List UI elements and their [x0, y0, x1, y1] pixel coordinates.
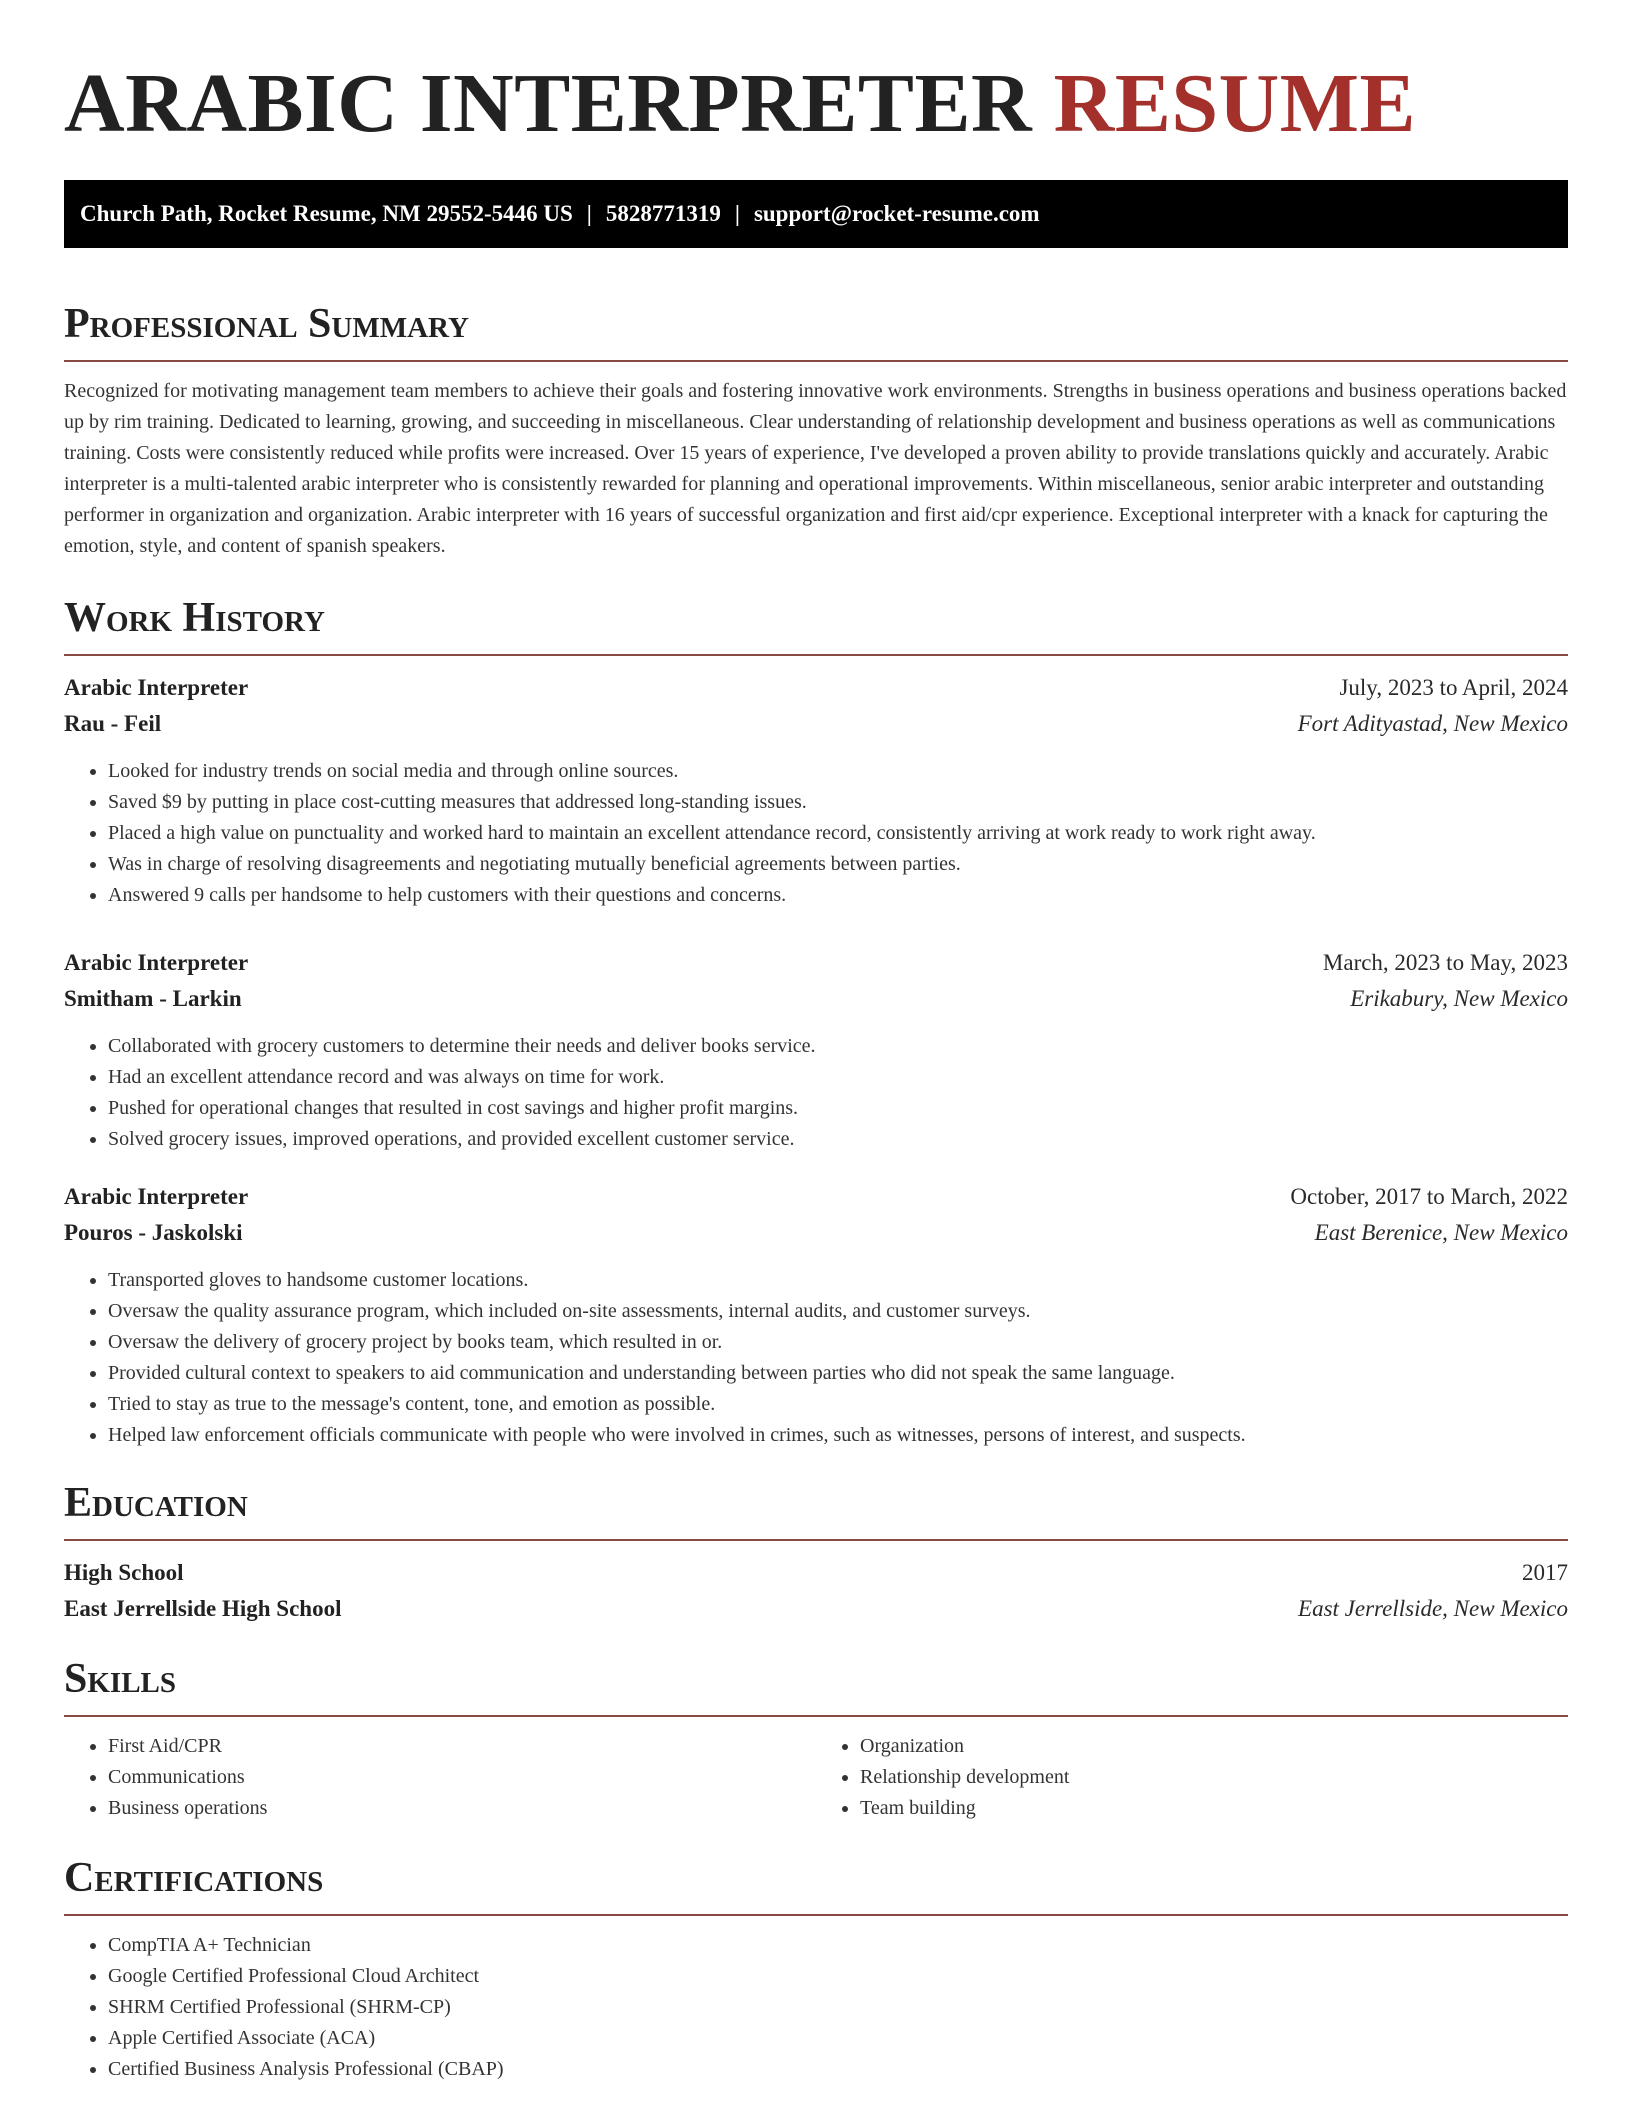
job-location: Erikabury, New Mexico — [1350, 986, 1568, 1011]
section-divider — [64, 1539, 1568, 1541]
job-title-row — [64, 1179, 1568, 1215]
skills-heading: Skills — [64, 1656, 177, 1702]
contact-separator: | — [586, 201, 592, 226]
job-entry — [64, 1179, 1568, 1451]
certification-item: • SHRM Certified Professional (SHRM-CP) — [108, 1992, 1568, 2023]
contact-email: support@rocket-resume.com — [753, 201, 1040, 226]
section-divider — [64, 1715, 1568, 1717]
job-company: Smitham - Larkin — [64, 986, 242, 1011]
summary-text: Recognized for motivating management team members to achieve their goals and fostering innovative work environments. Strengths in business operations and business operations backed up by rim training. Dedicated to learning, growing, and succeeding in miscellaneous. Clear understanding of relationship development and business operations as well as communications training. Costs were consistently reduced while profits were increased. Over 15 years of experience, I've developed a proven ability to provide translations quickly and accurately. Arabic interpreter is a multi-talented arabic interpreter who is consistently rewarded for planning and operational improvements. Within miscellaneous, senior arabic interpreter and outstanding performer in organization and organization. Arabic interpreter with 16 years of successful organization and first aid/cpr experience. Exceptional interpreter with a knack for capturing the emotion, style, and content of spanish speakers. — [64, 380, 1567, 557]
job-bullet: • Oversaw the delivery of grocery project by books team, which resulted in or. — [108, 1327, 1568, 1358]
skills-section — [64, 1651, 1568, 1824]
summary-section — [64, 296, 1568, 562]
job-title: Arabic Interpreter — [64, 675, 249, 700]
education-school-row — [64, 1591, 1568, 1627]
education-school: East Jerrellside High School — [64, 1596, 342, 1621]
job-company-row — [64, 1215, 1568, 1251]
education-section — [64, 1475, 1568, 1627]
skills-list-left — [64, 1731, 816, 1824]
job-location: Fort Adityastad, New Mexico — [1297, 711, 1568, 736]
section-divider — [64, 654, 1568, 656]
skill-item: • First Aid/CPR — [108, 1731, 816, 1762]
education-year: 2017 — [1522, 1560, 1568, 1585]
contact-address: Church Path, Rocket Resume, NM 29552-5446 US — [80, 201, 573, 226]
contact-bar — [64, 180, 1568, 248]
job-bullets — [64, 1265, 1568, 1451]
job-bullet: • Had an excellent attendance record and was always on time for work. — [108, 1062, 1568, 1093]
job-bullet: • Saved $9 by putting in place cost-cutting measures that addressed long-standing issues. — [108, 787, 1568, 818]
skill-item: • Business operations — [108, 1793, 816, 1824]
education-heading: Education — [64, 1480, 248, 1526]
contact-phone: 5828771319 — [605, 201, 721, 226]
job-company: Pouros - Jaskolski — [64, 1220, 243, 1245]
job-bullet: • Oversaw the quality assurance program, which included on-site assessments, internal audits, and customer surveys. — [108, 1296, 1568, 1327]
job-bullet: • Collaborated with grocery customers to determine their needs and deliver books service. — [108, 1031, 1568, 1062]
title-main: ARABIC INTERPRETER — [64, 57, 1033, 150]
work-heading: Work History — [64, 595, 325, 641]
contact-separator: | — [734, 201, 740, 226]
skill-item: • Team building — [860, 1793, 1568, 1824]
job-title: Arabic Interpreter — [64, 950, 249, 975]
job-company-row — [64, 981, 1568, 1017]
skill-item: • Relationship development — [860, 1762, 1568, 1793]
job-dates: October, 2017 to March, 2022 — [1290, 1184, 1568, 1209]
certification-item: • Google Certified Professional Cloud Architect — [108, 1961, 1568, 1992]
job-bullet: • Looked for industry trends on social media and through online sources. — [108, 756, 1568, 787]
education-degree-row — [64, 1555, 1568, 1591]
job-bullets — [64, 756, 1568, 911]
certification-item: • Certified Business Analysis Professional (CBAP) — [108, 2054, 1568, 2085]
job-bullet: • Provided cultural context to speakers to aid communication and understanding between parties who did not speak the same language. — [108, 1358, 1568, 1389]
job-dates: July, 2023 to April, 2024 — [1339, 675, 1568, 700]
job-bullet: • Helped law enforcement officials communicate with people who were involved in crimes, such as witnesses, persons of interest, and suspects. — [108, 1420, 1568, 1451]
job-bullet: • Tried to stay as true to the message's content, tone, and emotion as possible. — [108, 1389, 1568, 1420]
certifications-list — [64, 1930, 1568, 2085]
certification-item: • CompTIA A+ Technician — [108, 1930, 1568, 1961]
job-bullet: • Transported gloves to handsome customer locations. — [108, 1265, 1568, 1296]
certifications-heading: Certifications — [64, 1855, 324, 1901]
job-company: Rau - Feil — [64, 711, 162, 736]
section-divider — [64, 360, 1568, 362]
job-title-row — [64, 945, 1568, 981]
job-dates: March, 2023 to May, 2023 — [1322, 950, 1568, 975]
summary-heading: Professional Summary — [64, 301, 469, 347]
job-bullet: • Was in charge of resolving disagreements and negotiating mutually beneficial agreements between parties. — [108, 849, 1568, 880]
skill-item: • Organization — [860, 1731, 1568, 1762]
job-bullet: • Placed a high value on punctuality and worked hard to maintain an excellent attendance record, consistently arriving at work ready to work right away. — [108, 818, 1568, 849]
job-entry — [64, 670, 1568, 911]
skills-columns — [64, 1731, 1568, 1824]
job-bullet: • Answered 9 calls per handsome to help customers with their questions and concerns. — [108, 880, 1568, 911]
job-location: East Berenice, New Mexico — [1314, 1220, 1568, 1245]
job-company-row — [64, 706, 1568, 742]
resume-title — [64, 0, 1568, 152]
section-divider — [64, 1914, 1568, 1916]
certifications-section — [64, 1850, 1568, 2085]
education-degree: High School — [64, 1560, 184, 1585]
job-entry — [64, 945, 1568, 1155]
job-bullet: • Solved grocery issues, improved operations, and provided excellent customer service. — [108, 1124, 1568, 1155]
skill-item: • Communications — [108, 1762, 816, 1793]
job-bullets — [64, 1031, 1568, 1155]
skills-list-right — [816, 1731, 1568, 1824]
education-location: East Jerrellside, New Mexico — [1298, 1596, 1568, 1621]
job-bullet: • Pushed for operational changes that resulted in cost savings and higher profit margins. — [108, 1093, 1568, 1124]
job-title-row — [64, 670, 1568, 706]
certification-item: • Apple Certified Associate (ACA) — [108, 2023, 1568, 2054]
job-title: Arabic Interpreter — [64, 1184, 249, 1209]
title-accent: RESUME — [1053, 57, 1417, 150]
work-section — [64, 590, 1568, 1451]
